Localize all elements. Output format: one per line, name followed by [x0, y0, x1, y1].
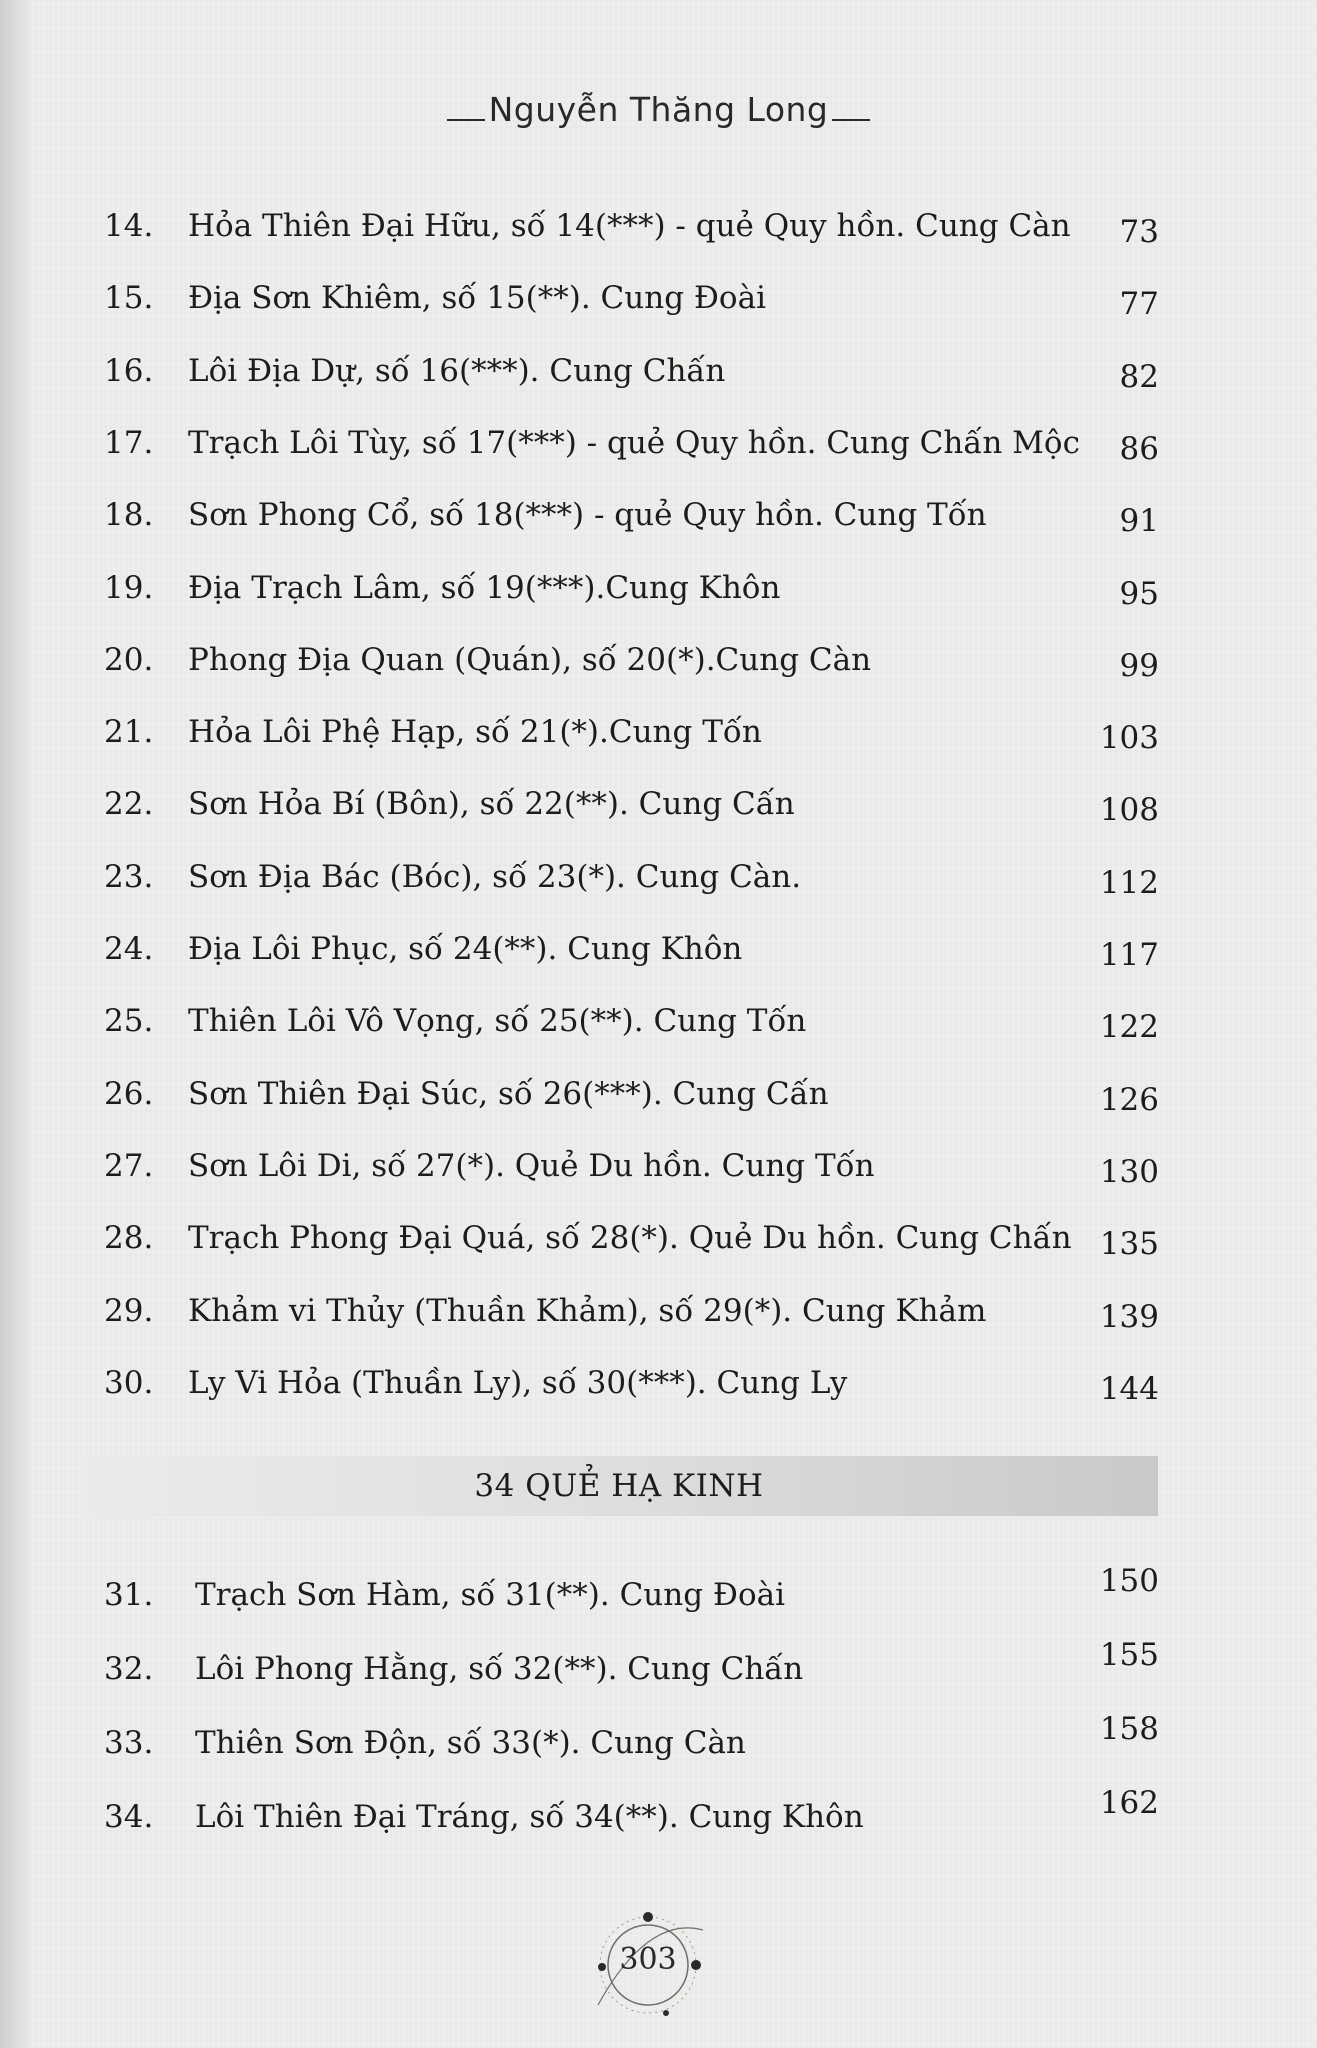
toc-entry-title: Ly Vi Hỏa (Thuần Ly), số 30(***). Cung Ly: [188, 1364, 848, 1401]
toc-entry-page: 122: [1099, 1009, 1159, 1046]
toc-entry-number: 15.: [104, 280, 154, 317]
toc-entry-number: 23.: [104, 858, 154, 895]
toc-entry-page: 77: [1119, 286, 1159, 323]
toc-entry-title: Khảm vi Thủy (Thuần Khảm), số 29(*). Cung Khảm: [188, 1292, 987, 1329]
toc-entry-title: Sơn Địa Bác (Bóc), số 23(*). Cung Càn.: [188, 858, 802, 895]
toc-entry-title: Trạch Lôi Tùy, số 17(***) - quẻ Quy hồn. Cung Chấn Mộc: [188, 424, 1080, 461]
header-rule-right: [832, 119, 870, 121]
toc-entry: [0, 1353, 1317, 1413]
toc-entry: [0, 558, 1317, 618]
toc-entry: [0, 1565, 1317, 1625]
toc-entry-page: 91: [1119, 503, 1159, 540]
toc-entry: [0, 1639, 1317, 1699]
toc-entry-page: 73: [1119, 214, 1159, 250]
toc-entry-page: 117: [1099, 937, 1159, 973]
toc-entry-title: Hỏa Thiên Đại Hữu, số 14(***) - quẻ Quy hồn. Cung Càn: [188, 208, 1071, 244]
toc-entry-title: Địa Sơn Khiêm, số 15(**). Cung Đoài: [188, 280, 766, 317]
toc-entry-title: Lôi Phong Hằng, số 32(**). Cung Chấn: [195, 1651, 804, 1687]
toc-entry-page: 130: [1099, 1153, 1159, 1190]
toc-entry-number: 21.: [104, 714, 154, 751]
toc-entry: [0, 268, 1317, 328]
toc-entry-page: 139: [1099, 1298, 1159, 1335]
toc-entry-title: Sơn Phong Cổ, số 18(***) - quẻ Quy hồn. Cung Tốn: [188, 497, 987, 534]
ornament-dot-top: [643, 1912, 653, 1922]
toc-entry-page: 126: [1099, 1081, 1159, 1118]
toc-entry: [0, 413, 1317, 473]
toc-entry-number: 14.: [104, 208, 154, 244]
toc-entry-page: 82: [1119, 358, 1159, 395]
toc-entry: [0, 1208, 1317, 1268]
toc-entry-page: 162: [1099, 1785, 1159, 1821]
toc-entry-number: 17.: [104, 424, 154, 461]
toc-entry-number: 19.: [104, 569, 154, 606]
toc-entry-number: 27.: [104, 1147, 154, 1184]
toc-entry-title: Địa Trạch Lâm, số 19(***).Cung Khôn: [188, 569, 781, 606]
toc-entry: [0, 341, 1317, 401]
toc-entry: [0, 1787, 1317, 1847]
section-heading-ha-kinh: 34 QUẺ HẠ KINH: [80, 1456, 1158, 1516]
toc-entry-number: 29.: [104, 1292, 154, 1329]
toc-entry-title: Sơn Hỏa Bí (Bôn), số 22(**). Cung Cấn: [188, 786, 795, 823]
toc-entry-page: 108: [1099, 792, 1159, 829]
toc-entry-number: 34.: [104, 1799, 154, 1835]
toc-entry-title: Sơn Thiên Đại Súc, số 26(***). Cung Cấn: [188, 1075, 829, 1112]
toc-entry-number: 22.: [104, 786, 154, 823]
toc-entry-page: 95: [1119, 575, 1159, 612]
toc-entry-title: Sơn Lôi Di, số 27(*). Quẻ Du hồn. Cung Tốn: [188, 1147, 875, 1184]
toc-entry-number: 24.: [104, 931, 154, 967]
toc-entry: [0, 196, 1317, 256]
toc-entry: [0, 1136, 1317, 1196]
toc-entry-page: 155: [1099, 1637, 1159, 1673]
toc-entry-title: Phong Địa Quan (Quán), số 20(*).Cung Càn: [188, 641, 872, 678]
running-header: [0, 90, 1317, 129]
ornament-dot-bottom: [663, 2010, 669, 2016]
toc-entry: [0, 485, 1317, 545]
toc-entry-number: 33.: [104, 1725, 154, 1761]
toc-entry-number: 26.: [104, 1075, 154, 1112]
toc-entry-page: 144: [1099, 1370, 1159, 1407]
toc-entry-page: 86: [1119, 430, 1159, 467]
page-number: 303: [619, 1942, 677, 1977]
toc-entry: [0, 919, 1317, 979]
toc-entry-title: Thiên Sơn Độn, số 33(*). Cung Càn: [195, 1725, 746, 1761]
toc-entry: [0, 1713, 1317, 1773]
toc-entry-title: Thiên Lôi Vô Vọng, số 25(**). Cung Tốn: [188, 1003, 807, 1040]
toc-entry-number: 16.: [104, 352, 154, 389]
toc-entry-title: Địa Lôi Phục, số 24(**). Cung Khôn: [188, 931, 743, 967]
toc-entry: [0, 1281, 1317, 1341]
author-name: Nguyễn Thăng Long: [488, 90, 829, 129]
toc-entry-number: 18.: [104, 497, 154, 534]
toc-entry: [0, 774, 1317, 834]
toc-entry: [0, 1064, 1317, 1124]
toc-entry-number: 20.: [104, 641, 154, 678]
toc-entry-page: 103: [1099, 720, 1159, 757]
toc-entry: [0, 847, 1317, 907]
toc-entry-title: Hỏa Lôi Phệ Hạp, số 21(*).Cung Tốn: [188, 714, 762, 751]
toc-entry-number: 30.: [104, 1364, 154, 1401]
toc-entry-page: 112: [1099, 864, 1159, 901]
toc-entry-number: 25.: [104, 1003, 154, 1040]
toc-entry-number: 28.: [104, 1220, 154, 1257]
toc-entry-page: 158: [1099, 1711, 1159, 1747]
toc-entry-title: Lôi Thiên Đại Tráng, số 34(**). Cung Khôn: [195, 1799, 864, 1835]
toc-entry: [0, 991, 1317, 1051]
toc-entry-title: Trạch Phong Đại Quá, số 28(*). Quẻ Du hồn. Cung Chấn: [188, 1220, 1072, 1257]
toc-entry-page: 99: [1119, 647, 1159, 684]
toc-entry: [0, 630, 1317, 690]
toc-entry-number: 31.: [104, 1577, 154, 1613]
toc-entry-title: Lôi Địa Dự, số 16(***). Cung Chấn: [188, 352, 726, 389]
toc-entry-title: Trạch Sơn Hàm, số 31(**). Cung Đoài: [195, 1577, 785, 1613]
toc-entry-page: 150: [1099, 1563, 1159, 1599]
toc-entry: [0, 702, 1317, 762]
toc-entry-number: 32.: [104, 1651, 154, 1687]
toc-entry-page: 135: [1099, 1226, 1159, 1263]
header-rule-left: [447, 119, 485, 121]
